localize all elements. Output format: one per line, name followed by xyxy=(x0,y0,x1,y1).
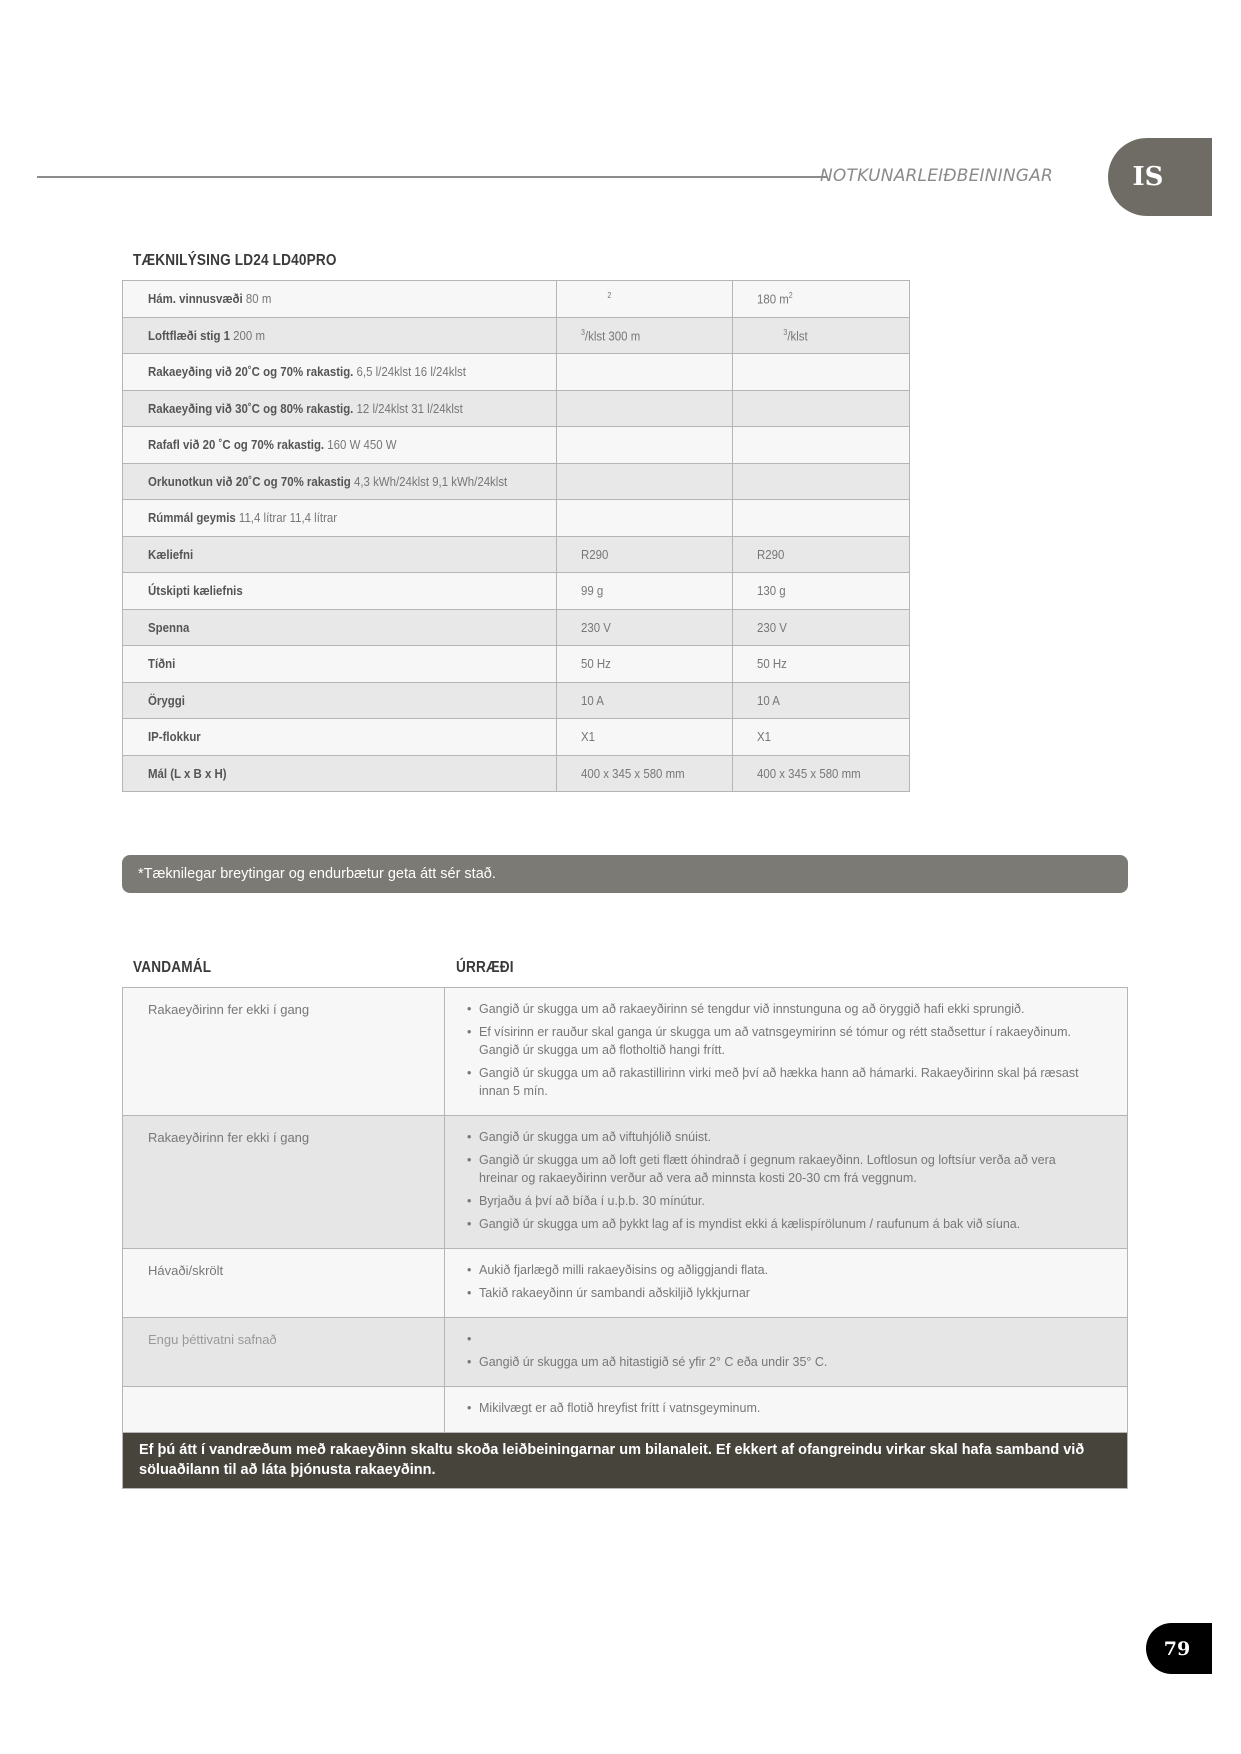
spec-label-cell xyxy=(123,682,557,719)
spec-value-cell-2 xyxy=(732,609,909,646)
solution-cell xyxy=(445,988,1127,1115)
troubleshooting-footer: Ef þú átt í vandræðum með rakaeyðinn skaltu skoða leiðbeiningarnar um bilanaleit. Ef ekkert af ofangreindu virkar skal hafa samband við söluaðilann til að láta þjónusta rakaeyðinn. xyxy=(123,1433,1127,1488)
spec-row xyxy=(123,390,910,427)
spec-row xyxy=(123,573,910,610)
solution-item: • Ef vísirinn er rauður skal ganga úr skugga um að vatnsgeymirinn sé tómur og rétt staðsettur í rakaeyðinum. Gangið úr skugga um að flotholtið hangi frítt. xyxy=(467,1023,1087,1059)
solution-item: • Gangið úr skugga um að rakaeyðirinn sé tengdur við innstunguna og að öryggið hafi ekki sprungið. xyxy=(467,1000,1087,1018)
spec-value: 10 A xyxy=(756,692,780,708)
spec-value-cell-1 xyxy=(557,536,733,573)
spec-row xyxy=(123,463,910,500)
spec-label-cell xyxy=(123,317,557,354)
spec-value-cell-2 xyxy=(732,536,909,573)
problem-text: Engu þéttivatni safnað xyxy=(148,1332,277,1347)
solution-column-title: ÚRRÆÐI xyxy=(456,959,514,976)
page-number-badge xyxy=(1146,1623,1212,1674)
header-title: NOTKUNARLEIÐBEININGAR xyxy=(820,166,1054,186)
header-rule xyxy=(37,176,827,178)
spec-value: 4,3 kWh/24klst 9,1 kWh/24klst xyxy=(353,473,508,489)
spec-label-cell xyxy=(123,719,557,756)
language-badge xyxy=(1108,138,1212,216)
problem-cell xyxy=(123,988,445,1115)
spec-value-cell-1 xyxy=(557,719,733,756)
spec-label: Rafafl við 20 ˚C og 70% rakastig. xyxy=(148,437,325,453)
problem-cell xyxy=(123,1116,445,1248)
problem-cell xyxy=(123,1249,445,1317)
spec-value: X1 xyxy=(581,729,596,745)
spec-value: R290 xyxy=(581,546,609,562)
spec-label: Loftflæði stig 1 xyxy=(148,327,230,343)
spec-row xyxy=(123,354,910,391)
spec-superscript: 3 xyxy=(581,327,586,337)
troubleshooting-row xyxy=(123,1249,1127,1318)
spec-value: 400 x 345 x 580 mm xyxy=(581,765,685,781)
solution-cell xyxy=(445,1249,1127,1317)
troubleshooting-row xyxy=(123,988,1127,1116)
spec-value-cell-1 xyxy=(557,427,733,464)
solution-cell xyxy=(445,1318,1127,1386)
spec-value: 50 Hz xyxy=(756,656,787,672)
troubleshooting-row xyxy=(123,1318,1127,1387)
spec-superscript: 3 xyxy=(783,327,788,337)
spec-value: 50 Hz xyxy=(581,656,612,672)
solution-item: • Byrjaðu á því að bíða í u.þ.b. 30 mínútur. xyxy=(467,1192,1087,1210)
troubleshooting-row xyxy=(123,1116,1127,1249)
spec-label-cell xyxy=(123,463,557,500)
spec-value: 2 xyxy=(607,291,612,301)
solution-item: • Gangið úr skugga um að viftuhjólið snúist. xyxy=(467,1128,1087,1146)
problem-text: Rakaeyðirinn fer ekki í gang xyxy=(148,1002,310,1017)
spec-value: 130 g xyxy=(756,583,786,599)
solution-item: • Takið rakaeyðinn úr sambandi aðskiljið lykkjurnar xyxy=(467,1284,1087,1302)
solution-item: • Aukið fjarlægð milli rakaeyðisins og aðliggjandi flata. xyxy=(467,1261,1087,1279)
spec-row xyxy=(123,755,910,792)
spec-label: Orkunotkun við 20˚C og 70% rakastig xyxy=(148,473,351,489)
spec-value-cell-1 xyxy=(557,281,733,318)
problem-cell xyxy=(123,1387,445,1432)
spec-value-cell-1 xyxy=(557,646,733,683)
spec-value: 230 V xyxy=(756,619,787,635)
page-number: 79 xyxy=(1163,1637,1191,1660)
spec-row xyxy=(123,536,910,573)
spec-label: Mál (L x B x H) xyxy=(148,765,227,781)
spec-value-cell-1 xyxy=(557,354,733,391)
solution-item: • Gangið úr skugga um að þykkt lag af is myndist ekki á kælispírölunum / raufunum á bak við síuna. xyxy=(467,1215,1087,1233)
spec-label: Rakaeyðing við 20˚C og 70% rakastig. xyxy=(148,364,354,380)
spec-value: 80 m xyxy=(245,291,272,307)
spec-value: 160 W 450 W xyxy=(327,437,397,453)
spec-value: R290 xyxy=(756,546,785,562)
spec-value-cell-2 xyxy=(732,755,909,792)
spec-value-cell-1 xyxy=(557,682,733,719)
spec-value-cell-1 xyxy=(557,500,733,537)
solution-item: • Gangið úr skugga um að loft geti flætt óhindrað í gegnum rakaeyðinn. Loftlosun og loftsíur verða að vera hreinar og rakaeyðirinn verður að vera að minnsta kosti 20-30 cm frá veggnum. xyxy=(467,1151,1087,1187)
solution-item: • Mikilvægt er að flotið hreyfist frítt í vatnsgeyminum. xyxy=(467,1399,1087,1417)
spec-value: 400 x 345 x 580 mm xyxy=(756,765,861,781)
spec-row xyxy=(123,317,910,354)
spec-value: 99 g xyxy=(581,583,604,599)
spec-value-cell-2 xyxy=(732,463,909,500)
spec-value: 230 V xyxy=(581,619,612,635)
language-label: IS xyxy=(1132,162,1164,192)
spec-label: Rúmmál geymis xyxy=(148,510,236,526)
spec-label-cell xyxy=(123,646,557,683)
spec-row xyxy=(123,609,910,646)
problem-text: Rakaeyðirinn fer ekki í gang xyxy=(148,1130,310,1145)
spec-table xyxy=(122,280,910,792)
spec-superscript: 2 xyxy=(788,291,793,301)
spec-value-cell-1 xyxy=(557,463,733,500)
problem-text: Hávaði/skrölt xyxy=(148,1263,224,1278)
spec-label: Spenna xyxy=(148,619,190,635)
spec-value-cell-2 xyxy=(732,354,909,391)
spec-label-cell xyxy=(123,390,557,427)
spec-value-cell-2 xyxy=(732,646,909,683)
spec-value: 180 m xyxy=(756,291,789,307)
spec-value-cell-2 xyxy=(732,573,909,610)
spec-value: 11,4 lítrar 11,4 lítrar xyxy=(238,510,338,526)
spec-value-cell-2 xyxy=(732,281,909,318)
spec-value-cell-2 xyxy=(732,390,909,427)
spec-label: Öryggi xyxy=(148,692,185,708)
spec-label-cell xyxy=(123,536,557,573)
spec-value: /klst 300 m xyxy=(585,327,641,343)
spec-value-cell-2 xyxy=(732,719,909,756)
spec-value: 6,5 l/24klst 16 l/24klst xyxy=(356,364,466,380)
spec-title: TÆKNILÝSING LD24 LD40PRO xyxy=(133,252,337,269)
spec-label-cell xyxy=(123,755,557,792)
spec-value-cell-2 xyxy=(732,317,909,354)
spec-value: 10 A xyxy=(581,692,605,708)
spec-label-cell xyxy=(123,427,557,464)
solution-cell xyxy=(445,1387,1127,1432)
spec-label-cell xyxy=(123,281,557,318)
notice-bar: *Tæknilegar breytingar og endurbætur geta átt sér stað. xyxy=(122,855,1128,893)
spec-row xyxy=(123,646,910,683)
spec-value: X1 xyxy=(756,729,771,745)
spec-label: IP-flokkur xyxy=(148,729,201,745)
spec-row xyxy=(123,500,910,537)
spec-value-cell-1 xyxy=(557,317,733,354)
spec-value: 200 m xyxy=(233,327,265,343)
spec-label-cell xyxy=(123,500,557,537)
solution-item: • Gangið úr skugga um að hitastigið sé yfir 2° C eða undir 35° C. xyxy=(467,1353,1087,1371)
troubleshooting-row xyxy=(123,1387,1127,1433)
spec-row xyxy=(123,427,910,464)
spec-label: Tíðni xyxy=(148,656,176,672)
spec-value-cell-1 xyxy=(557,573,733,610)
spec-value: /klst xyxy=(787,327,808,343)
spec-label: Rakaeyðing við 30˚C og 80% rakastig. xyxy=(148,400,354,416)
spec-row xyxy=(123,682,910,719)
spec-row xyxy=(123,719,910,756)
spec-value-cell-2 xyxy=(732,427,909,464)
spec-label: Útskipti kæliefnis xyxy=(148,583,243,599)
spec-row xyxy=(123,281,910,318)
solution-cell xyxy=(445,1116,1127,1248)
spec-value-cell-2 xyxy=(732,682,909,719)
spec-label-cell xyxy=(123,609,557,646)
spec-value: 12 l/24klst 31 l/24klst xyxy=(356,400,463,416)
problem-cell xyxy=(123,1318,445,1386)
solution-item xyxy=(467,1330,1087,1348)
problem-column-title: VANDAMÁL xyxy=(133,959,212,976)
spec-value-cell-1 xyxy=(557,755,733,792)
solution-item: • Gangið úr skugga um að rakastillirinn virki með því að hækka hann að hámarki. Rakaeyðirinn skal þá ræsast innan 5 mín. xyxy=(467,1064,1087,1100)
spec-label: Hám. vinnusvæði xyxy=(148,291,243,307)
spec-value-cell-2 xyxy=(732,500,909,537)
spec-label: Kæliefni xyxy=(148,546,194,562)
spec-value-cell-1 xyxy=(557,609,733,646)
troubleshooting-table xyxy=(122,987,1128,1489)
spec-label-cell xyxy=(123,573,557,610)
spec-label-cell xyxy=(123,354,557,391)
spec-value-cell-1 xyxy=(557,390,733,427)
